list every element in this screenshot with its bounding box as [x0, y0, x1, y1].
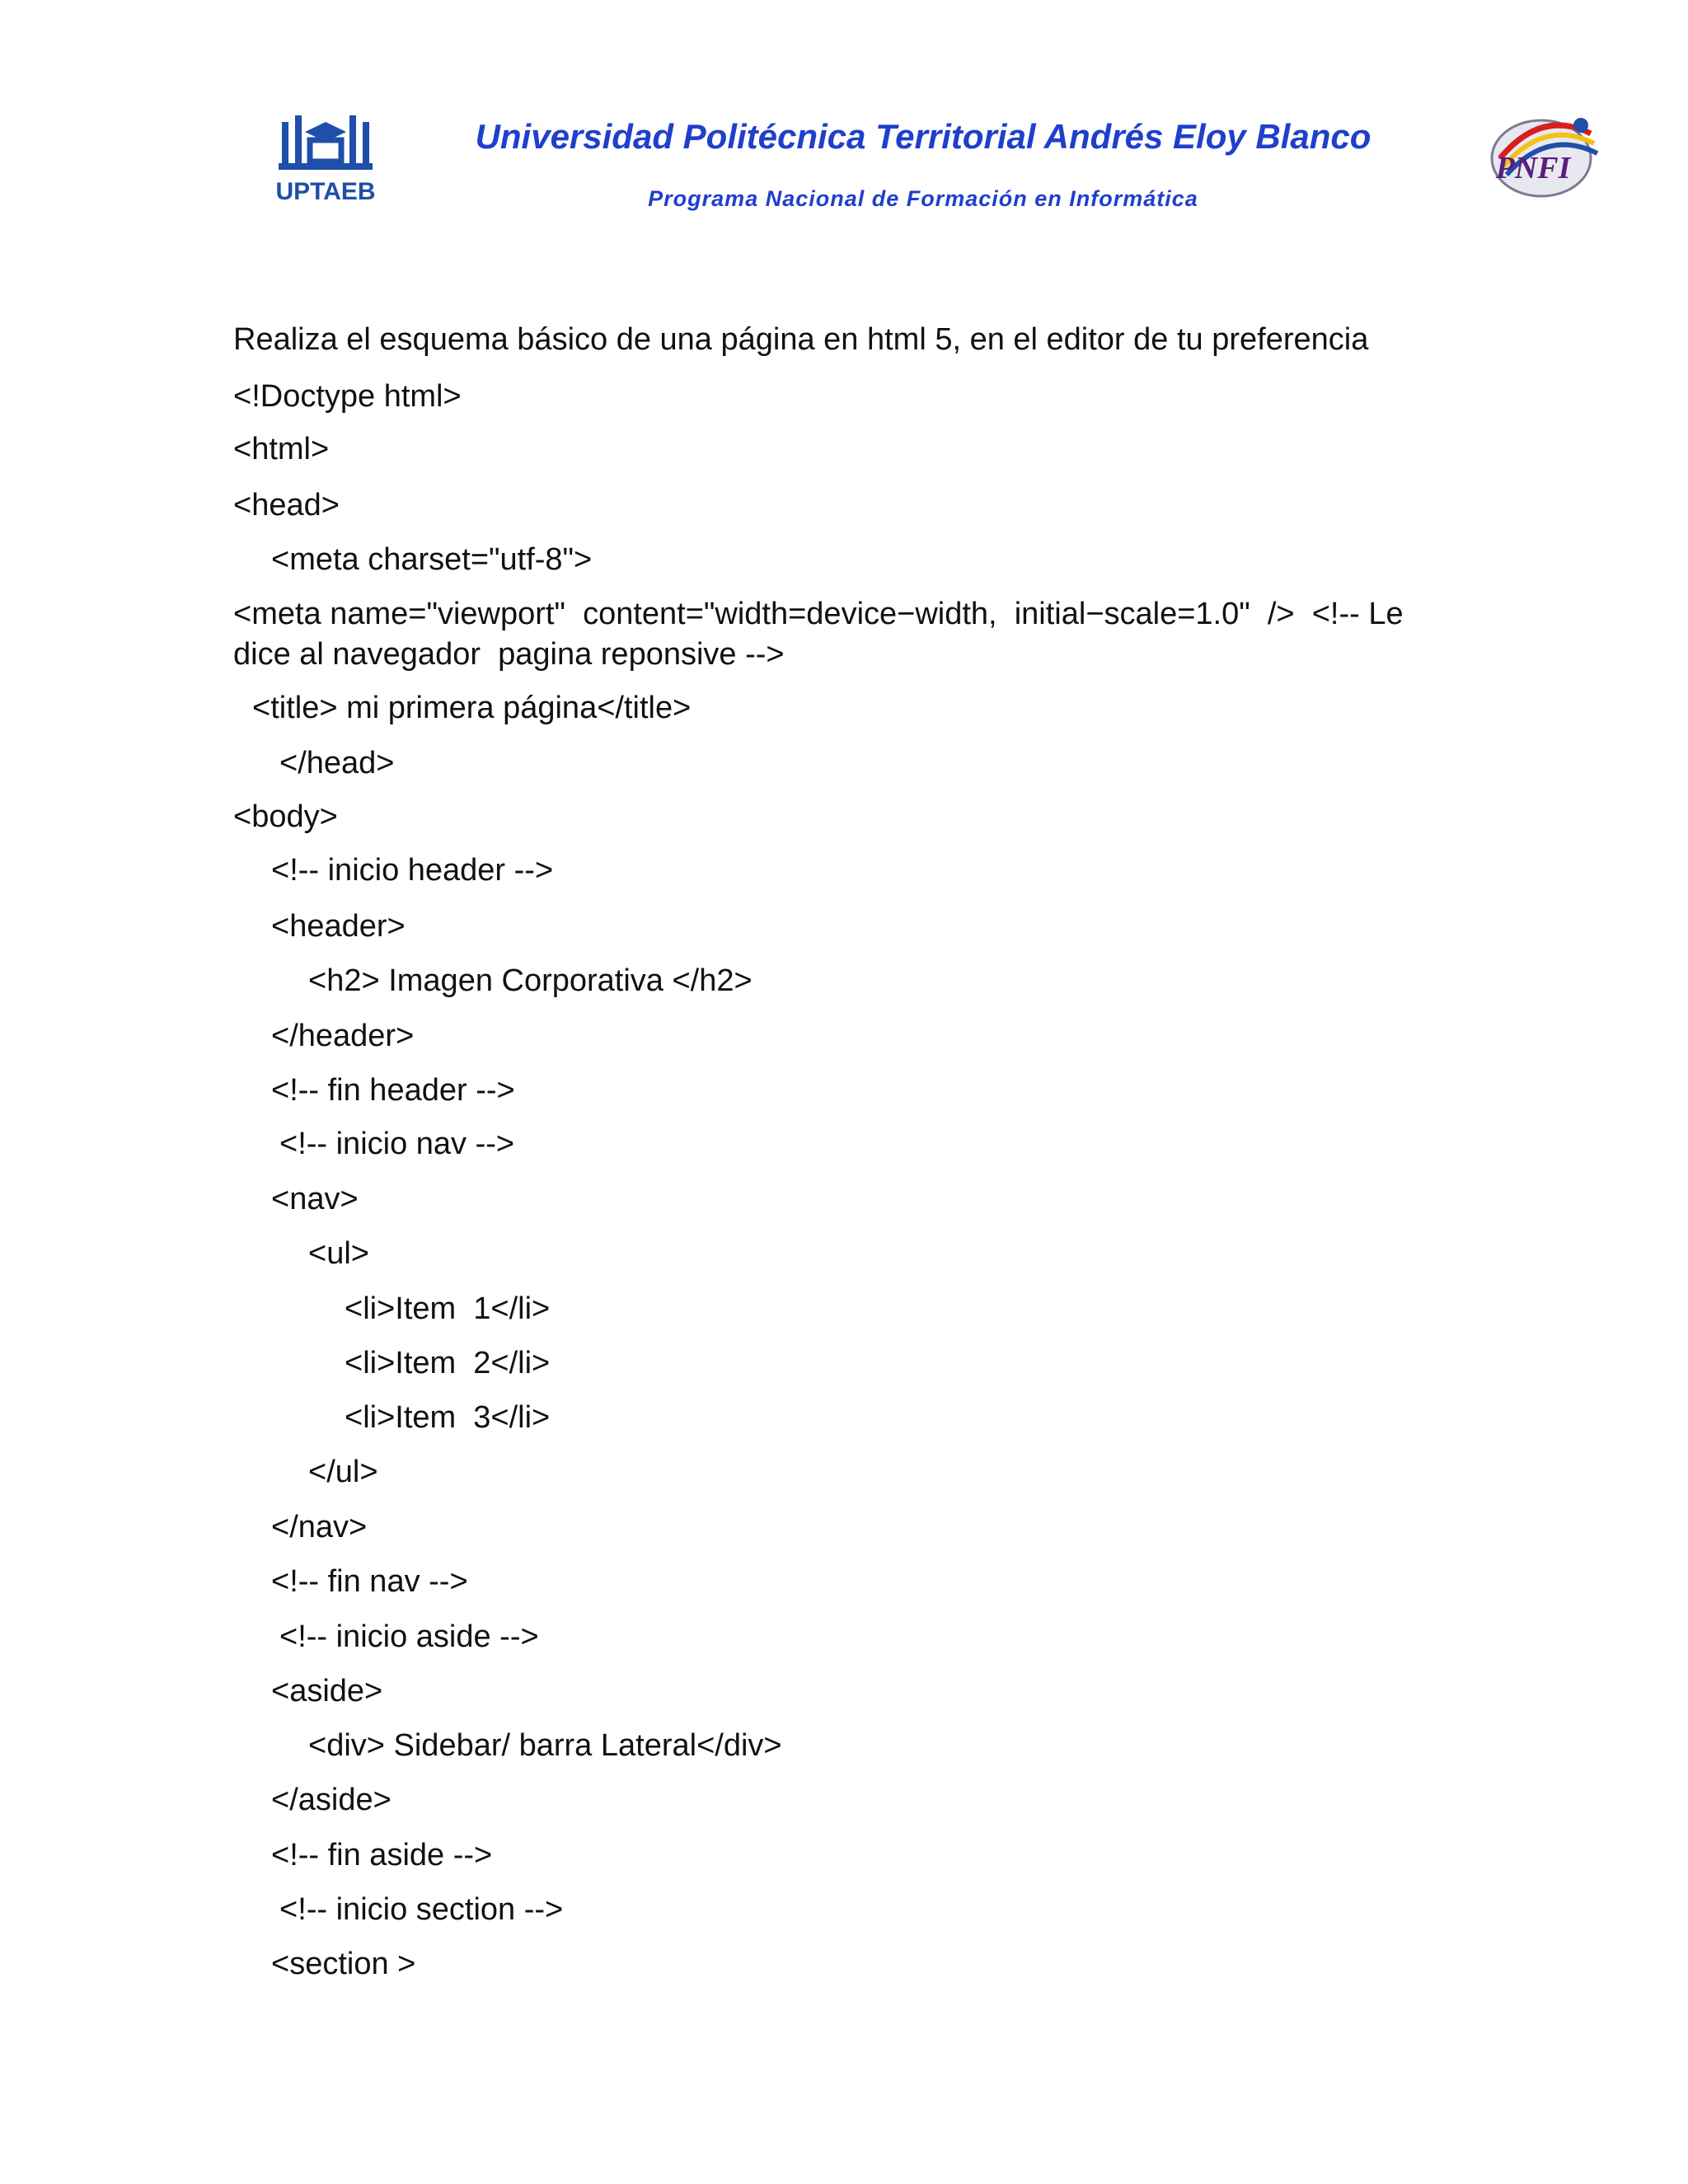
code-line-doctype: <!Doctype html>	[233, 379, 462, 414]
code-line-head-close: </head>	[279, 746, 395, 780]
code-line-section-open: <section >	[271, 1947, 416, 1981]
code-line-aside-close: </aside>	[271, 1783, 392, 1817]
code-line-comment-aside-start: <!-- inicio aside -->	[279, 1619, 539, 1654]
code-line-header-close: </header>	[271, 1019, 415, 1053]
code-line-comment-header-start: <!-- inicio header -->	[271, 853, 554, 888]
uptaeb-logo	[264, 107, 387, 214]
instruction-text: Realiza el esquema básico de una página en html 5, en el editor de tu preferencia	[233, 322, 1369, 357]
code-line-body-open: <body>	[233, 799, 338, 834]
code-line-comment-section-start: <!-- inicio section -->	[279, 1892, 564, 1927]
code-line-comment-nav-end: <!-- fin nav -->	[271, 1564, 468, 1599]
code-line-nav-open: <nav>	[271, 1182, 359, 1216]
svg-text:PNFI: PNFI	[1495, 151, 1571, 185]
pnfi-logo	[1484, 101, 1607, 208]
code-line-aside-open: <aside>	[271, 1674, 383, 1708]
code-line-ul-open: <ul>	[308, 1236, 369, 1271]
code-line-li-2: <li>Item 2</li>	[345, 1346, 551, 1380]
code-line-h2: <h2> Imagen Corporativa </h2>	[308, 963, 753, 998]
code-line-html-open: <html>	[233, 432, 330, 466]
code-line-li-1: <li>Item 1</li>	[345, 1291, 551, 1326]
code-line-meta-viewport: <meta name="viewport" content="width=device−width, initial−scale=1.0" /> <!-- Le	[233, 597, 1404, 631]
code-line-meta-charset: <meta charset="utf-8">	[271, 542, 593, 577]
code-line-div-sidebar: <div> Sidebar/ barra Lateral</div>	[308, 1728, 782, 1763]
code-line-li-3: <li>Item 3</li>	[345, 1400, 551, 1435]
code-line-nav-close: </nav>	[271, 1510, 368, 1544]
university-title: Universidad Politécnica Territorial Andrés Eloy Blanco	[475, 117, 1372, 156]
code-line-comment-header-end: <!-- fin header -->	[271, 1073, 515, 1108]
code-line-comment-aside-end: <!-- fin aside -->	[271, 1838, 493, 1872]
code-line-header-open: <header>	[271, 909, 406, 944]
code-line-viewport-comment: dice al navegador pagina reponsive -->	[233, 637, 785, 672]
code-line-title: <title> mi primera página</title>	[252, 691, 692, 725]
program-subtitle: Programa Nacional de Formación en Informática	[648, 186, 1198, 211]
code-line-ul-close: </ul>	[308, 1455, 378, 1489]
code-line-comment-nav-start: <!-- inicio nav -->	[279, 1127, 515, 1161]
svg-text:UPTAEB: UPTAEB	[275, 178, 376, 205]
code-line-head-open: <head>	[233, 488, 340, 523]
